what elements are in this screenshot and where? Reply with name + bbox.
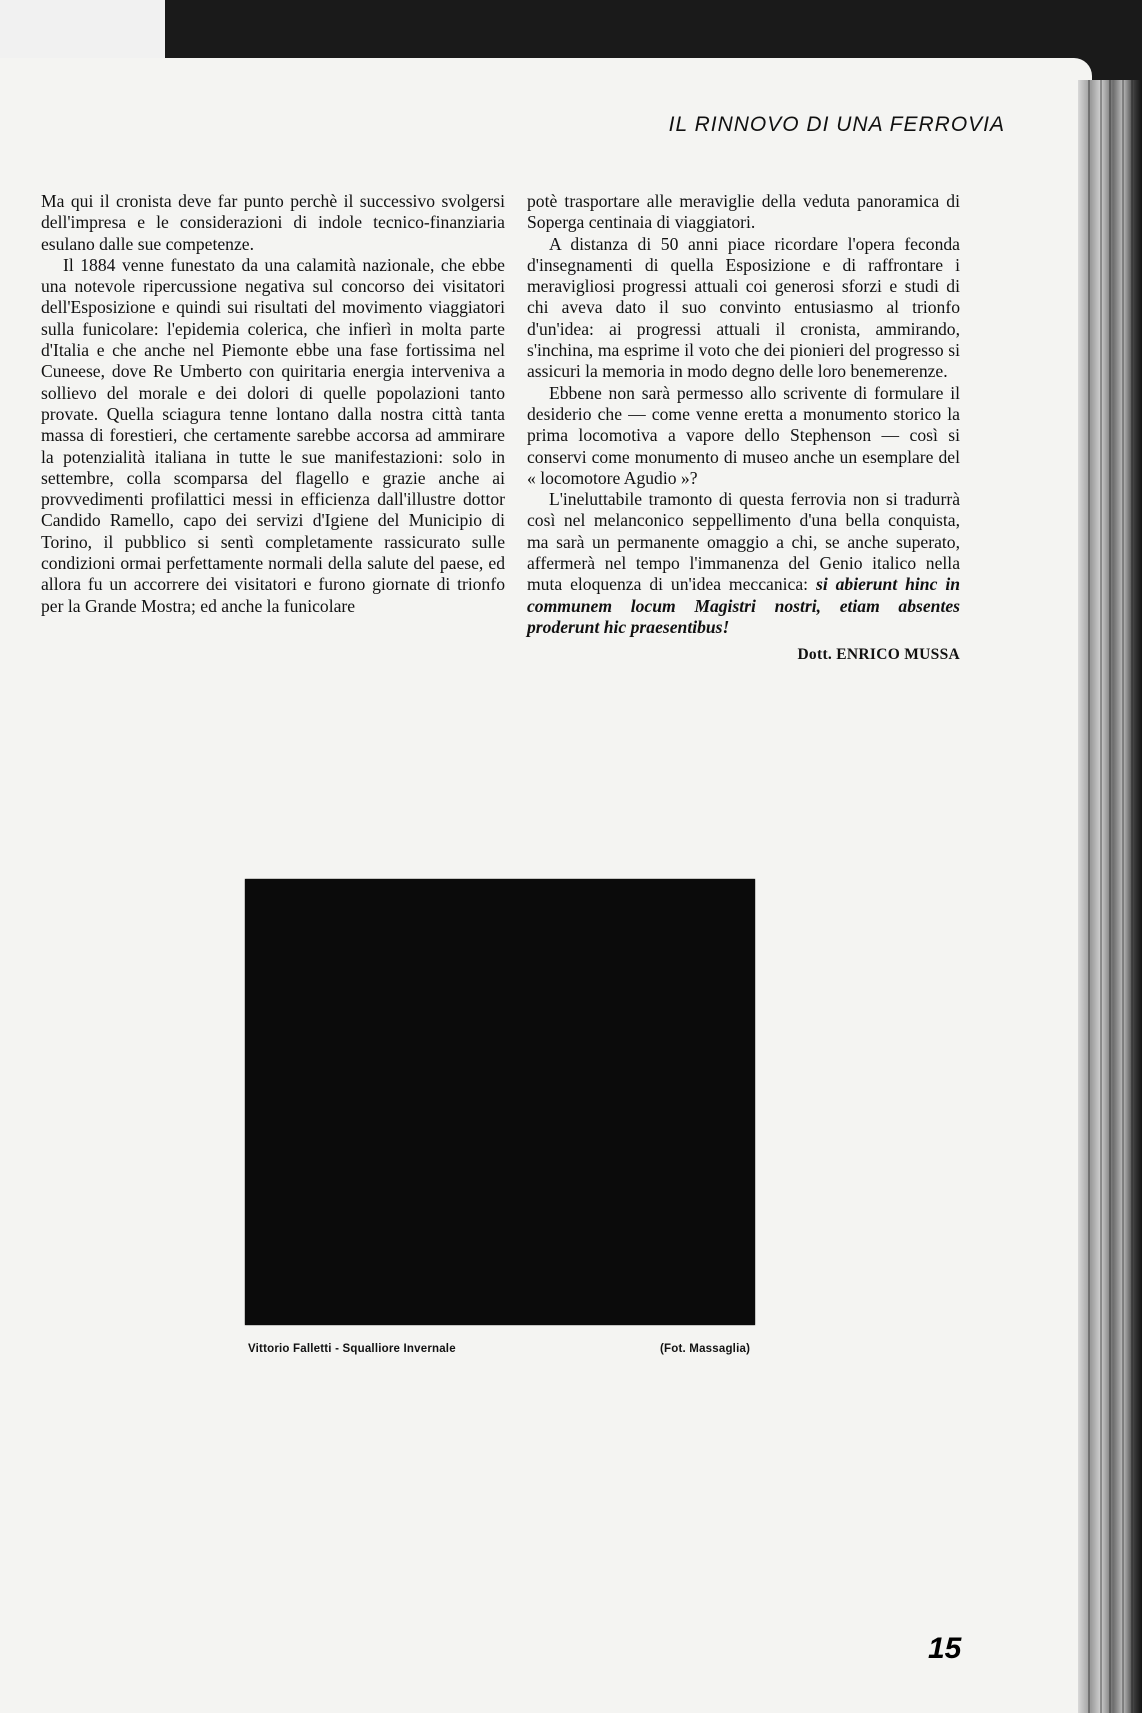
paragraph: potè trasportare alle meraviglie della veduta panoramica di Soperga centinaia di viaggiatori.: [527, 191, 960, 233]
page-number: 15: [928, 1632, 962, 1665]
latin-quote: si abierunt hinc in communem locum Magistri nostri, etiam absentes proderunt hic praesentibus!: [527, 574, 960, 637]
book-page-edges: [1078, 80, 1142, 1713]
photo-caption: Vittorio Falletti - Squalliore Invernale: [248, 1343, 456, 1355]
author-signature: Dott. ENRICO MUSSA: [797, 646, 960, 664]
paragraph: Ebbene non sarà permesso allo scrivente di formulare il desiderio che — come venne eretta a monumento storico la prima locomotiva a vapore dello Stephenson — così si conservi come monumento di museo anche un esemplare del « locomotore Agudio »?: [527, 382, 960, 488]
paragraph: A distanza di 50 anni piace ricordare l'opera feconda d'insegnamenti di quella Esposizione e di raffrontare i meravigliosi progressi attuali coi generosi sforzi e studi di chi aveva dato il suo convinto entusiasmo al trionfo d'un'idea: ai progressi attuali il cronista, ammirando, s'inchina, ma esprime il voto che dei pionieri del progresso si assicuri la memoria in modo degno delle loro benemerenze.: [527, 233, 960, 382]
closing-paragraph: [527, 489, 960, 638]
left-column: [41, 191, 505, 617]
paragraph: Ma qui il cronista deve far punto perchè il successivo svolgersi dell'impresa e le considerazioni di indole tecnico-finanziaria esulano dalle sue competenze.: [41, 191, 505, 254]
photo-credit: (Fot. Massaglia): [660, 1343, 751, 1355]
right-column: [527, 191, 960, 666]
scan-background: [0, 0, 165, 58]
photograph: [245, 879, 755, 1325]
closing-text: L'ineluttabile tramonto di questa ferrovia non si tradurrà così nel melanconico seppellimento d'una bella conquista, ma sarà un permanente omaggio a chi, se anche superato, affermerà nel tempo l'immanenza del Genio italico nella muta eloquenza di un'idea meccanica:: [527, 489, 960, 595]
running-head: IL RINNOVO DI UNA FERROVIA: [668, 113, 1005, 136]
paragraph: Il 1884 venne funestato da una calamità nazionale, che ebbe una notevole ripercussione negativa sul concorso dei visitatori dell'Esposizione e quindi sui risultati del movimento viaggiatori sulla funicolare: l'epidemia colerica, che infierì in molta parte d'Italia e che anche nel Piemonte ebbe una fase fortissima nel Cuneese, dove Re Umberto con quiritaria energia interveniva a sollievo del morale e dei dolori di quelle popolazioni tanto provate. Quella sciagura tenne lontano dalla nostra città tanta massa di forestieri, che certamente sarebbe accorsa ad ammirare la potenzialità italiana in tutte le sue manifestazioni: solo in settembre, colla scomparsa del flagello e grazie anche ai provvedimenti profilattici messi in efficienza dall'illustre dottor Candido Ramello, capo dei servizi d'Igiene del Municipio di Torino, il pubblico si sentì completamente rassicurato sulle condizioni ormai perfettamente normali della salute del paese, ed allora fu un accorrere dei visitatori e furono giornate di trionfo per la Grande Mostra; ed anche la funicolare: [41, 254, 505, 616]
